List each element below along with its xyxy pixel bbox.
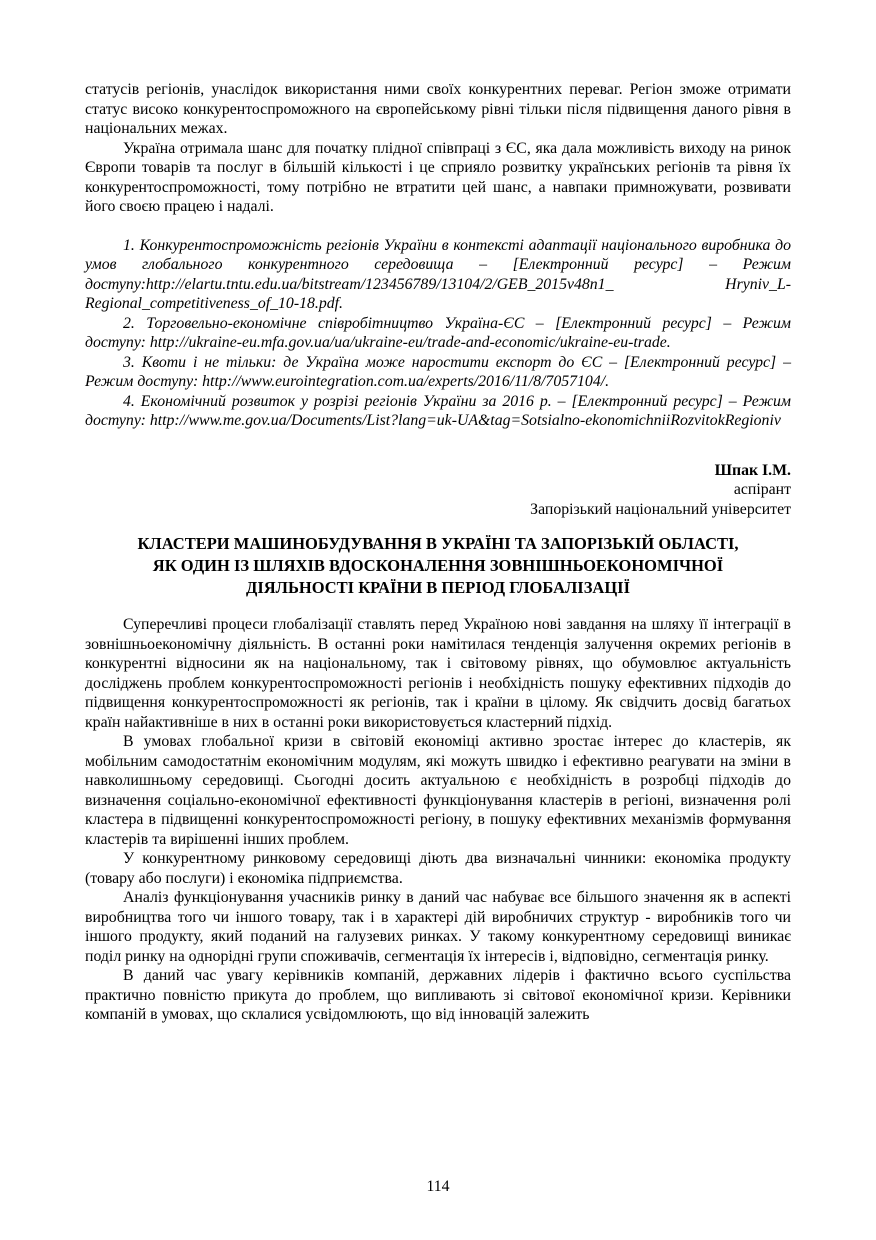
article-title bbox=[85, 533, 791, 599]
article-title-line-3: ДІЯЛЬНОСТІ КРАЇНИ В ПЕРІОД ГЛОБАЛІЗАЦІЇ bbox=[245, 578, 630, 597]
article-title-line-2: ЯК ОДИН ІЗ ШЛЯХІВ ВДОСКОНАЛЕННЯ ЗОВНІШНЬОЕКОНОМІЧНОЇ bbox=[152, 556, 724, 575]
author-role: аспірант bbox=[733, 481, 791, 498]
article-title-line-1: КЛАСТЕРИ МАШИНОБУДУВАННЯ В УКРАЇНІ ТА ЗАПОРІЗЬКІЙ ОБЛАСТІ, bbox=[137, 534, 739, 553]
intro-paragraph: Україна отримала шанс для початку плідної співпраці з ЄС, яка дала можливість виходу на ринок Європи товарів та послуг в більшій кількості і це сприяло розвитку українських регіонів та рівня їх конкурентоспроможності, тому потрібно не втратити цей шанс, а навпаки примножувати, розвивати його своєю працею і надалі. bbox=[85, 139, 791, 215]
body-paragraph-2: В умовах глобальної кризи в світовій економіці активно зростає інтерес до кластерів, як мобільним самодостатнім економічним модулям, які можуть швидко і ефективно реагувати на зміни в навколишньому середовищі. Сьогодні досить актуальною є необхідність в розробці підходів до визначення соціально-економічної ефективності функціонування кластерів в регіоні, визначення ролі кластера в підвищенні конкурентоспроможності регіону, в пошуку ефективних механізмів формування кластерів та вирішенні інших проблем. bbox=[85, 733, 791, 848]
body-paragraph-1: Суперечливі процеси глобалізації ставлять перед Україною нові завдання на шляху її інтеграції в зовнішньоекономічну діяльність. В останні роки намітилася тенденція залучення окремих регіонів в конкурентні відносини як на національному, так і світовому рівнях, що обумовлює актуальність досліджень проблем конкурентоспроможності регіонів і необхідність пошуку ефективних підходів до підвищення конкурентоспроможності як регіонів, так і країни в цілому. Як свідчить досвід багатьох країн найактивніше в них в останні роки використовується кластерний підхід. bbox=[85, 616, 791, 731]
body-paragraph-4: Аналіз функціонування учасників ринку в даний час набуває все більшого значення як в аспекті виробництва того чи іншого товару, так і в характері дій виробничих структур - виробників того чи іншого продукту, який поданий на галузевих ринках. У такому конкурентному середовищі виникає поділ ринку на однорідні групи споживачів, сегментація їх інтересів і, відповідно, сегментація ринку. bbox=[85, 889, 791, 965]
author-name: Шпак І.М. bbox=[714, 461, 791, 479]
article-body bbox=[85, 615, 791, 1025]
reference-item-4: 4. Економічний розвиток у розрізі регіонів України за 2016 р. – [Електронний ресурс] – Режим доступу: http://www.me.gov.ua/Documents/List?lang=uk-UA&tag=Sotsialno-ekonomichniiRozvitokRegioniv bbox=[85, 392, 791, 429]
reference-item-3: 3. Квоти і не тільки: де Україна може наростити експорт до ЄС – [Електронний ресурс] – Режим доступу: http://www.eurointegration.com.ua/experts/2016/11/8/7057104/. bbox=[85, 353, 791, 390]
page-content bbox=[85, 80, 791, 1025]
continuation-paragraph: статусів регіонів, унаслідок використання ними своїх конкурентних переваг. Регіон зможе отримати статус високо конкурентоспроможного на європейському рівні тільки після підвищення даного рівня в національних межах. bbox=[85, 81, 791, 137]
reference-item-2: 2. Торговельно-економічне співробітництво Україна-ЄС – [Електронний ресурс] – Режим доступу: http://ukraine-eu.mfa.gov.ua/ua/ukraine-eu/trade-and-economic/ukraine-eu-trade. bbox=[85, 314, 791, 351]
body-paragraph-3: У конкурентному ринковому середовищі діють два визначальні чинники: економіка продукту (товару або послуги) і економіка підприємства. bbox=[85, 850, 791, 887]
author-affiliation: Запорізький національний університет bbox=[530, 500, 791, 518]
reference-item-1: 1. Конкурентоспроможність регіонів України в контексті адаптації національного виробника до умов глобального конкурентного середовища – [Електронний ресурс] – Режим доступу:http://elartu.tntu.edu.ua/bitstream/123456789/13104/2/GEB_2015v48n1_ Hryniv_L-Regional_competitiveness_of_10-18.pdf. bbox=[85, 236, 791, 312]
author-block bbox=[85, 461, 791, 520]
page-number: 114 bbox=[426, 1177, 450, 1195]
references-list bbox=[85, 236, 791, 431]
body-paragraph-5: В даний час увагу керівників компаній, державних лідерів і фактично всього суспільства практично повністю прикута до проблем, що випливають зі світової економічної кризи. Керівники компаній в умовах, що склалися усвідомлюють, що від інновацій залежить bbox=[85, 967, 791, 1023]
